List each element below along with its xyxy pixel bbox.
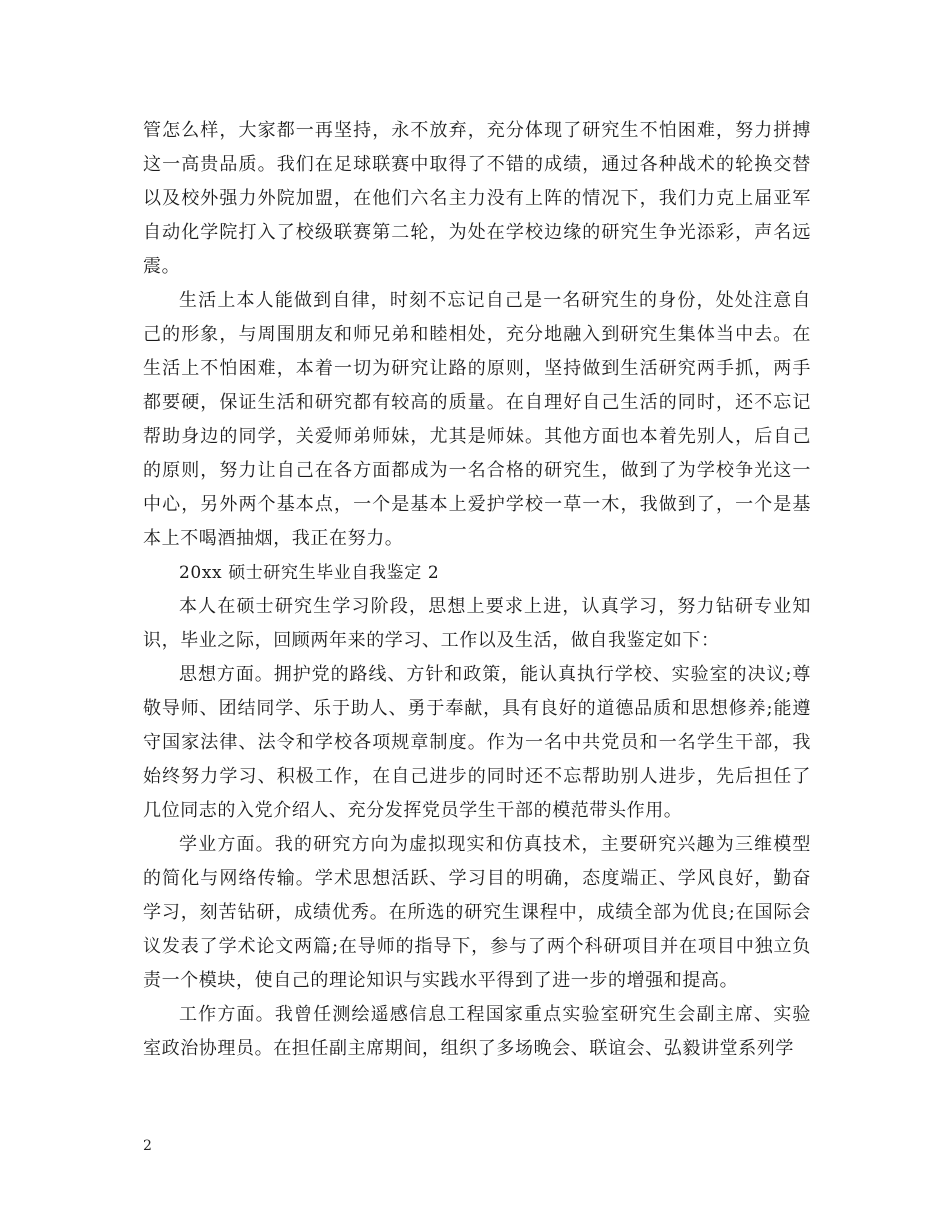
paragraph-ideology: 思想方面。拥护党的路线、方针和政策，能认真执行学校、实验室的决议;尊敬导师、团结同学、乐于助人、勇于奉献，具有良好的道德品质和思想修养;能遵守国家法律、法令和学校各项规章制度。作为一名中共党员和一名学生干部，我始终努力学习、积极工作，在自己进步的同时还不忘帮助别人进步，先后担任了几位同志的入党介绍人、充分发挥党员学生干部的模范带头作用。 bbox=[143, 664, 811, 821]
paragraph-introduction: 本人在硕士研究生学习阶段，思想上要求上进，认真学习，努力钻研专业知识，毕业之际，回顾两年来的学习、工作以及生活，做自我鉴定如下： bbox=[143, 596, 811, 651]
page-number: 2 bbox=[143, 1138, 152, 1154]
paragraph-academics: 学业方面。我的研究方向为虚拟现实和仿真技术，主要研究兴趣为三维模型的简化与网络传输。学术思想活跃、学习目的明确，态度端正、学风良好，勤奋学习，刻苦钻研，成绩优秀。在所选的研究生课程中，成绩全部为优良;在国际会议发表了学术论文两篇;在导师的指导下，参与了两个科研项目并在项目中独立负责一个模块，使自己的理论知识与实践水平得到了进一步的增强和提高。 bbox=[143, 834, 811, 991]
paragraph-work: 工作方面。我曾任测绘遥感信息工程国家重点实验室研究生会副主席、实验室政治协理员。在担任副主席期间，组织了多场晚会、联谊会、弘毅讲堂系列学 bbox=[143, 1004, 811, 1059]
paragraph-football-league: 管怎么样，大家都一再坚持，永不放弃，充分体现了研究生不怕困难，努力拼搏这一高贵品质。我们在足球联赛中取得了不错的成绩，通过各种战术的轮换交替以及校外强力外院加盟，在他们六名主力没有上阵的情况下，我们力克上届亚军自动化学院打入了校级联赛第二轮，为处在学校边缘的研究生争光添彩，声名远震。 bbox=[143, 120, 811, 277]
paragraph-daily-life: 生活上本人能做到自律，时刻不忘记自己是一名研究生的身份，处处注意自己的形象，与周围朋友和师兄弟和睦相处，充分地融入到研究生集体当中去。在生活上不怕困难，本着一切为研究让路的原则，坚持做到生活研究两手抓，两手都要硬，保证生活和研究都有较高的质量。在自理好自己生活的同时，还不忘记帮助身边的同学，关爱师弟师妹，尤其是师妹。其他方面也本着先别人，后自己的原则，努力让自己在各方面都成为一名合格的研究生，做到了为学校争光这一中心，另外两个基本点，一个是基本上爱护学校一草一木，我做到了，一个是基本上不喝酒抽烟，我正在努力。 bbox=[143, 290, 811, 549]
document-body bbox=[143, 114, 811, 1066]
section-heading: 20xx 硕士研究生毕业自我鉴定 2 bbox=[179, 563, 440, 583]
